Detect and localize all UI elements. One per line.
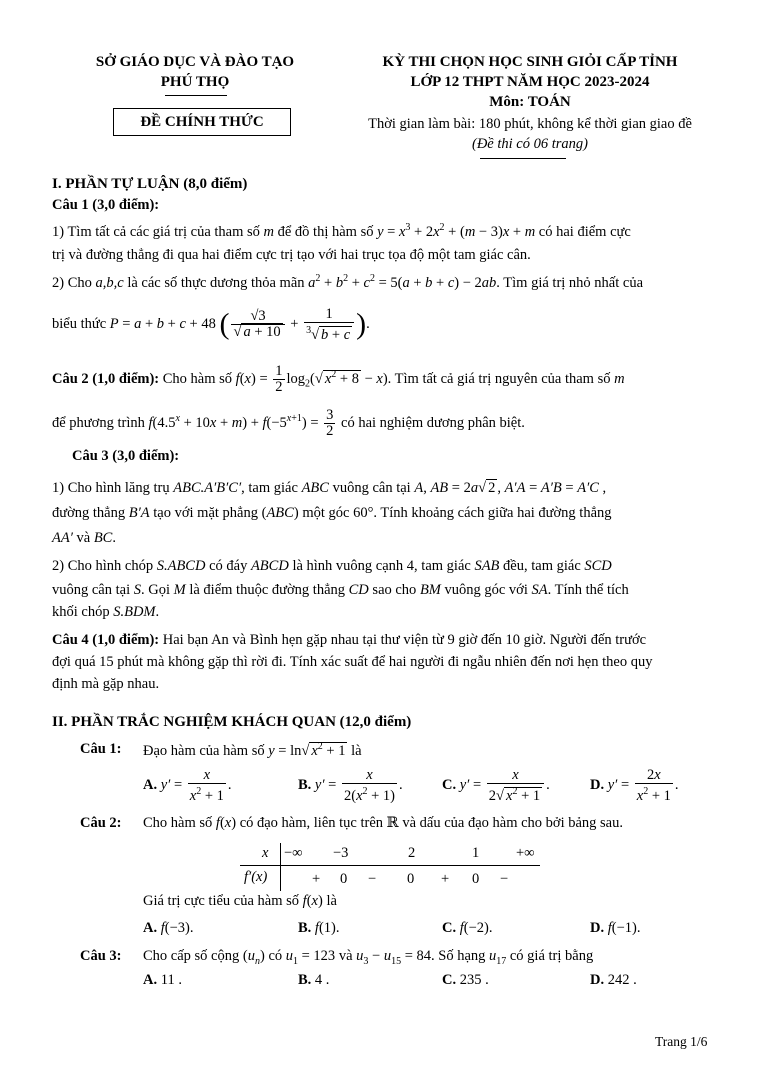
mc-q2-option-a[interactable]: A. f(−3). [143, 920, 194, 936]
table-horizontal-rule [240, 865, 540, 866]
exam-duration: Thời gian làm bài: 180 phút, không kể thời gian giao đề [368, 116, 692, 132]
table-x-value: −3 [333, 845, 349, 861]
mc-q1-label: Câu 1: [80, 741, 122, 757]
official-badge: ĐỀ CHÍNH THỨC [113, 108, 291, 136]
table-sign: + [441, 871, 450, 887]
mc-q3-text: Cho cấp số cộng $(u_n)$ có $u_1 = 123$ và $u_3 - u_{15} = 84$. Số hạng $u_{17}$ có giá trị bằng [143, 948, 594, 967]
table-x-label: x [262, 845, 269, 861]
mc-q2-question: Giá trị cực tiểu của hàm số f(x) là [143, 893, 337, 909]
table-x-value: −∞ [284, 845, 303, 861]
table-sign: − [368, 871, 377, 887]
table-sign: 0 [407, 871, 415, 887]
mc-q3-option-b[interactable]: B. 4 . [298, 972, 330, 988]
divider [165, 95, 227, 96]
derivative-sign-table [240, 843, 540, 891]
q3-part2-line2: vuông cân tại S. Gọi M là điểm thuộc đường thẳng CD sao cho BM vuông góc với SA. Tính thể tích [52, 582, 629, 598]
q1-part1-line1: 1) Tìm tất cả các giá trị của tham số m để đồ thị hàm số $y = x^3 + 2x^2 + (m - 3)x + m$ có hai điểm cực [52, 222, 631, 240]
q3-part1-line2: đường thẳng B′A tạo với mặt phẳng (ABC) một góc 60°. Tính khoảng cách giữa hai đường thẳng [52, 505, 612, 521]
mc-q1-option-d[interactable]: D. y′ = $\frac{2x}{x^2 + 1}$ . [590, 766, 679, 804]
part1-title: I. PHẦN TỰ LUẬN (8,0 điểm) [52, 176, 248, 192]
q1-part2-line1: 2) Cho a,b,c là các số thực dương thỏa mãn $a^2 + b^2 + c^2 = 5(a + b + c) - 2ab$. Tìm giá trị nhỏ nhất của [52, 273, 644, 291]
q2-line2: để phương trình $f(4.5^x + 10x + m) + f(-5^{x+1})$ = $\frac{3}{2}$ có hai nghiệm dương phân biệt. [52, 407, 525, 439]
mc-q2-label: Câu 2: [80, 815, 122, 831]
q4-line3: định mà gặp nhau. [52, 676, 160, 692]
q3-title: Câu 3 (3,0 điểm): [72, 448, 180, 464]
table-sign: − [500, 871, 509, 887]
table-sign: + [312, 871, 321, 887]
q3-part2-line3: khối chóp S.BDM. [52, 604, 160, 620]
mc-q3-label: Câu 3: [80, 948, 122, 964]
mc-q2-option-b[interactable]: B. f(1). [298, 920, 340, 936]
mc-q1-option-b[interactable]: B. y′ = $\frac{x}{2(x^2 + 1)}$ . [298, 766, 403, 804]
page-number: Trang 1/6 [655, 1034, 708, 1049]
table-x-value: 1 [472, 845, 480, 861]
province-name: PHÚ THỌ [160, 74, 230, 90]
mc-q3-option-a[interactable]: A. 11 . [143, 972, 182, 988]
table-sign: 0 [340, 871, 348, 887]
q1-part2-expression: biểu thức P = a + b + c + 48 ( $\frac{√3}{√ a + 10}$ + $\frac{1}{^3√ b + c}$ ). [52, 305, 370, 343]
table-x-value: +∞ [516, 845, 535, 861]
mc-q1-option-a[interactable]: A. y′ = $\frac{x}{x^2 + 1}$ . [143, 766, 232, 804]
q2-line1: Câu 2 (1,0 điểm): Cho hàm số f(x) = $\frac{1}{2}$ $\log_2(√$ $x^2 + 8 - x$). Tìm tất cả giá trị nguyên của tham số m [52, 363, 625, 395]
table-fprime-label: f′(x) [244, 869, 268, 885]
exam-title: KỲ THI CHỌN HỌC SINH GIỎI CẤP TỈNH [382, 54, 678, 70]
exam-grade: LỚP 12 THPT NĂM HỌC 2023-2024 [410, 74, 650, 90]
divider [480, 158, 566, 159]
exam-subject: Môn: TOÁN [489, 94, 571, 110]
mc-q1-option-c[interactable]: C. y′ = $\frac{x}{2√ x^2 + 1}$ . [442, 766, 550, 804]
q4-line2: đợi quá 15 phút mà không gặp thì rời đi. Tính xác suất để hai người đi ngẫu nhiên đến nơi hẹn theo quy [52, 654, 653, 670]
mc-q2-text: Cho hàm số f(x) có đạo hàm, liên tục trên ℝ và dấu của đạo hàm cho bởi bảng sau. [143, 815, 623, 831]
q3-part1-line1: 1) Cho hình lăng trụ ABC.A′B′C′, tam giác ABC vuông cân tại A, AB = 2a√ 2 , A′A = A′B = A′C , [52, 480, 607, 496]
mc-q2-option-d[interactable]: D. f(−1). [590, 920, 641, 936]
page-count-note: (Đề thi có 06 trang) [472, 136, 588, 152]
mc-q3-option-c[interactable]: C. 235 . [442, 972, 489, 988]
table-x-value: 2 [408, 845, 416, 861]
q3-part2-line1: 2) Cho hình chóp S.ABCD có đáy ABCD là hình vuông cạnh 4, tam giác SAB đều, tam giác SCD [52, 558, 612, 574]
q3-part1-line3: AA′ và BC. [52, 530, 116, 546]
part2-title: II. PHẦN TRẮC NGHIỆM KHÁCH QUAN (12,0 điểm) [52, 714, 412, 730]
q4-line1: Câu 4 (1,0 điểm): Hai bạn An và Bình hẹn gặp nhau tại thư viện từ 9 giờ đến 10 giờ. Người đến trước [52, 632, 647, 648]
q1-part1-line2: trị và đường thẳng đi qua hai điểm cực trị tạo với hai trục tọa độ một tam giác cân. [52, 247, 531, 263]
mc-q3-option-d[interactable]: D. 242 . [590, 972, 637, 988]
table-sign: 0 [472, 871, 480, 887]
q1-title: Câu 1 (3,0 điểm): [52, 197, 160, 213]
mc-q1-text: Đạo hàm của hàm số y = ln√ $x^2 + 1$ là [143, 741, 362, 759]
mc-q2-option-c[interactable]: C. f(−2). [442, 920, 493, 936]
table-vertical-rule [280, 843, 281, 891]
department-name: SỞ GIÁO DỤC VÀ ĐÀO TẠO [95, 54, 295, 70]
